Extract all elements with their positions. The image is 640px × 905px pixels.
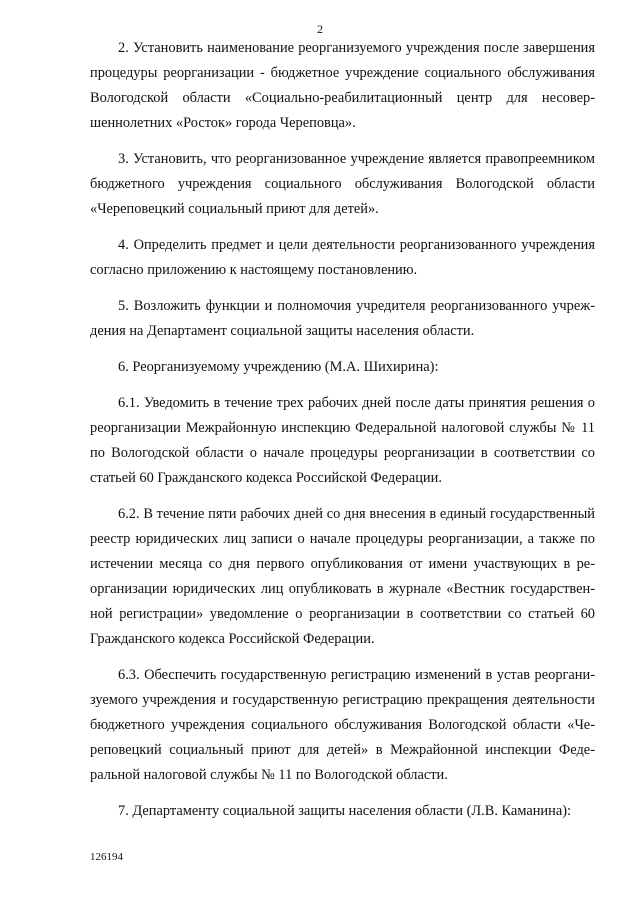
paragraph-6: 6. Реорганизуемому учреждению (М.А. Шихирина): [118, 359, 439, 375]
paragraph-7: 7. Департаменту социальной защиты населения области (Л.В. Каманина): [118, 803, 571, 819]
paragraph-5: 5. Возложить функции и полномочия учредителя реорганизованного учреждения на Департамент социальной защиты населения области. [90, 298, 595, 339]
paragraph-3: 3. Установить, что реорганизованное учреждение является правопреемником бюджетного учреждения социального обслуживания Вологодской области «Череповецкий социальный приют для детей». [90, 151, 595, 217]
document-body [90, 36, 595, 835]
page-number: 2 [317, 22, 323, 36]
document-code: 126194 [90, 851, 123, 863]
paragraph-6-2: 6.2. В течение пяти рабочих дней со дня внесения в единый государственный реестр юридических лиц записи о начале процедуры реорганизации, а также по истечении месяца со дня первого опубликования от имени участвующих в реорганизации юридических лиц опубликовать в журнале «Вестник государственной регистрации» уведомление о реорганизации в соответствии со статьей 60 Гражданского кодекса Российской Федерации. [90, 506, 595, 647]
paragraph-4: 4. Определить предмет и цели деятельности реорганизованного учреждения согласно приложению к настоящему постановлению. [90, 237, 595, 278]
paragraph-6-3: 6.3. Обеспечить государственную регистрацию изменений в устав реорганизуемого учреждения и государственную регистрацию прекращения деятельности бюджетного учреждения социального обслуживания Вологодской области «Череповецкий социальный приют для детей» в Межрайонной инспекции Федеральной налоговой службы № 11 по Вологодской области. [90, 667, 595, 783]
paragraph-2: 2. Установить наименование реорганизуемого учреждения после завершения процедуры реорганизации - бюджетное учреждение социального обслуживания Вологодской области «Социально-реабилитационный центр для несовершеннолетних «Росток» города Череповца». [90, 40, 595, 131]
paragraph-6-1: 6.1. Уведомить в течение трех рабочих дней после даты принятия решения о реорганизации Межрайонную инспекцию Федеральной налоговой службы № 11 по Вологодской области о начале процедуры реорганизации в соответствии со статьей 60 Гражданского кодекса Российской Федерации. [90, 395, 595, 486]
